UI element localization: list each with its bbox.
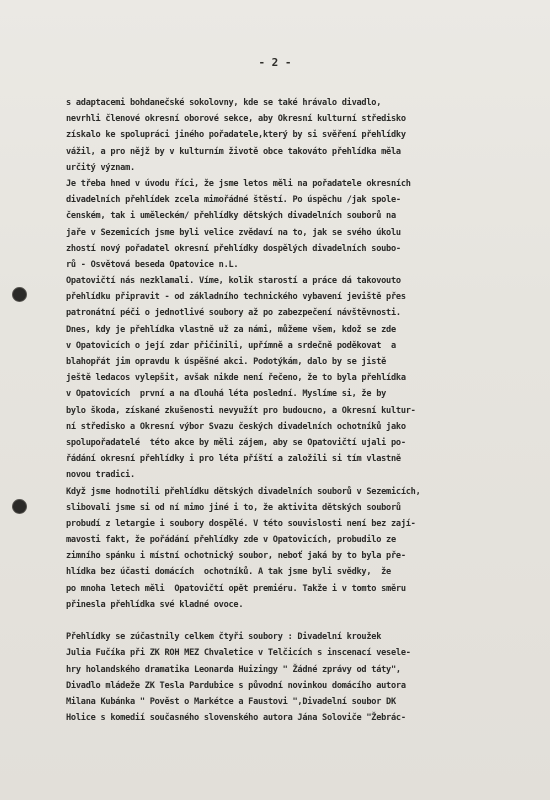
text-line: novou tradici. bbox=[66, 470, 135, 481]
text-line: řádání okresní přehlídky i pro léta příští a založili si tím vlastně bbox=[66, 454, 401, 465]
punch-hole bbox=[13, 288, 26, 301]
text-line: Holice s komedií současného slovenského autora Jána Soloviče "Žebrác- bbox=[66, 713, 406, 724]
text-line: Julia Fučíka při ZK ROH MEZ Chvaletice v Telčicích s inscenací vesele- bbox=[66, 648, 411, 659]
text-line: v Opatovicích o její zdar přičinili, upřímně a srdečně poděkovat a bbox=[66, 340, 396, 351]
text-line: blahopřát jim opravdu k úspěšné akci. Podotýkám, dalo by se jistě bbox=[66, 357, 387, 367]
text-line: hry holandského dramatika Leonarda Huizingy " Žádné zprávy od táty", bbox=[66, 664, 401, 675]
text-line: Přehlídky se zúčastnily celkem čtyři soubory : Divadelní kroužek bbox=[66, 632, 382, 643]
paragraph bbox=[66, 484, 526, 614]
text-line: zimního spánku i místní ochotnický soubor, neboť jaká by to byla pře- bbox=[66, 551, 406, 562]
text-line: zhostí nový pořadatel okresní přehlídky dospělých divadelních soubo- bbox=[66, 243, 401, 254]
text-line: s adaptacemi bohdanečské sokolovny, kde se také hrávalo divadlo, bbox=[66, 98, 382, 108]
text-line: divadelních přehlídek zcela mimořádné štěstí. Po úspěchu /jak spole- bbox=[66, 195, 401, 206]
paragraph bbox=[66, 273, 526, 483]
text-line: mavosti fakt, že pořádání přehlídky zde v Opatovicích, probudilo ze bbox=[66, 535, 396, 546]
text-line: Milana Kubánka " Pověst o Markétce a Faustovi ",Divadelní soubor DK bbox=[66, 696, 396, 707]
text-line: čenském, tak i uměleckém/ přehlídky dětských divadelních souborů na bbox=[66, 211, 396, 222]
text-line: určitý význam. bbox=[66, 162, 135, 173]
text-line: bylo škoda, získané zkušenosti nevyužít pro budoucno, a Okresní kultur- bbox=[66, 405, 416, 416]
text-line: v Opatovicích první a na dlouhá léta poslední. Myslíme si, že by bbox=[66, 389, 387, 400]
paragraph bbox=[66, 176, 526, 273]
text-line: hlídka bez účasti domácích ochotníků. A tak jsme byli svědky, že bbox=[66, 567, 391, 578]
paragraph bbox=[66, 629, 526, 726]
text-line: Je třeba hned v úvodu říci, že jsme letos měli na pořadatele okresních bbox=[66, 178, 411, 189]
text-line: Dnes, kdy je přehlídka vlastně už za námi, můžeme všem, kdož se zde bbox=[66, 324, 396, 335]
text-line: slibovali jsme si od ní mimo jiné i to, že aktivita dětských souborů bbox=[66, 502, 401, 513]
text-line: získalo ke spolupráci jiného pořadatele,který by si svěření přehlídky bbox=[66, 130, 406, 141]
text-line: nevrhli členové okresní oborové sekce, aby Okresní kulturní středisko bbox=[66, 114, 406, 125]
text-line: spolupořadatelé této akce by měli zájem, aby se Opatovičtí ujali po- bbox=[66, 437, 406, 448]
text-line: Když jsme hodnotili přehlídku dětských divadelních souborů v Sezemicích, bbox=[66, 486, 421, 497]
paragraph-gap bbox=[66, 613, 526, 629]
text-line: přinesla přehlídka své kladné ovoce. bbox=[66, 599, 244, 610]
text-line: ještě ledacos vylepšit, avšak nikde není řečeno, že to byla přehlídka bbox=[66, 373, 406, 384]
text-line: patronátní péči o jednotlivé soubory až po zabezpečení návštěvnosti. bbox=[66, 308, 401, 319]
text-line: po mnoha letech měli Opatovičtí opět premiéru. Takže i v tomto směru bbox=[66, 583, 406, 594]
text-line: Opatovičtí nás nezklamali. Víme, kolik starostí a práce dá takovouto bbox=[66, 276, 401, 287]
text-line: přehlídku připravit - od základního technického vybavení jeviště přes bbox=[66, 292, 406, 303]
text-line: Divadlo mládeže ZK Tesla Pardubice s původní novinkou domácího autora bbox=[66, 680, 406, 691]
page-number: - 2 - bbox=[258, 56, 292, 69]
text-line: jaře v Sezemicích jsme byli velice zvědaví na to, jak se svého úkolu bbox=[66, 227, 401, 238]
text-line: vážil, a pro nějž by v kulturním životě obce takováto přehlídka měla bbox=[66, 146, 401, 157]
text-line: ní středisko a Okresní výbor Svazu českých divadelních ochotníků jako bbox=[66, 421, 406, 432]
document-body bbox=[66, 95, 526, 726]
text-line: rů - Osvětová beseda Opatovice n.L. bbox=[66, 259, 239, 270]
paragraph bbox=[66, 95, 526, 176]
punch-hole bbox=[13, 500, 26, 513]
text-line: probudí z letargie i soubory dospělé. V této souvislosti není bez zají- bbox=[66, 518, 416, 529]
